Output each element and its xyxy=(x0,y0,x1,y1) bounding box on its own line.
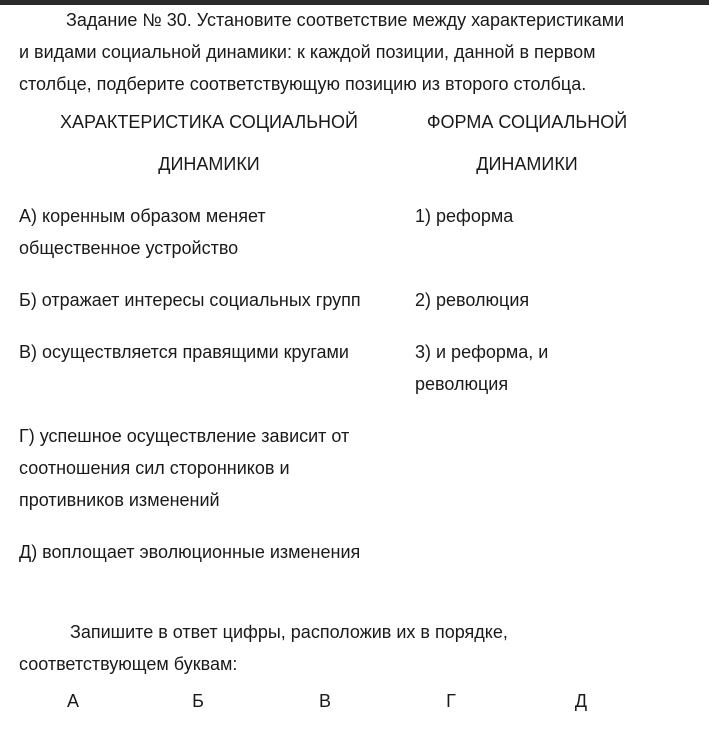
answer-letter-g: Г xyxy=(446,691,456,711)
form-3-line-1: 3) и реформа, и xyxy=(415,342,549,362)
characteristic-d: Д) воплощает эволюционные изменения xyxy=(19,542,361,562)
answer-letter-v: В xyxy=(318,691,331,711)
form-1: 1) реформа xyxy=(415,206,514,226)
characteristic-g-line-1: Г) успешное осуществление зависит от xyxy=(19,426,350,446)
left-column-header-line-2: ДИНАМИКИ xyxy=(158,154,260,174)
answer-letter-b: Б xyxy=(192,691,204,711)
right-column-header-line-2: ДИНАМИКИ xyxy=(476,154,578,174)
characteristic-v: В) осуществляется правящими кругами xyxy=(19,342,349,362)
task-line-2: и видами социальной динамики: к каждой позиции, данной в первом xyxy=(19,42,596,62)
characteristic-g-line-3: противников изменений xyxy=(19,490,220,510)
right-column-header-line-1: ФОРМА СОЦИАЛЬНОЙ xyxy=(426,112,628,132)
form-3-line-2: революция xyxy=(415,374,509,394)
task-line-3: столбце, подберите соответствующую позицию из второго столбца. xyxy=(19,74,587,94)
answer-letter-a: А xyxy=(66,691,79,711)
answer-letter-d: Д xyxy=(574,691,588,711)
characteristic-a-line-2: общественное устройство xyxy=(19,238,239,258)
characteristic-b: Б) отражает интересы социальных групп xyxy=(19,290,361,310)
answer-instruction-line-2: соответствующем буквам: xyxy=(19,654,238,674)
answer-instruction-line-1: Запишите в ответ цифры, расположив их в порядке, xyxy=(70,622,508,642)
form-2: 2) революция xyxy=(415,290,530,310)
characteristic-g-line-2: соотношения сил сторонников и xyxy=(19,458,290,478)
top-border xyxy=(0,0,709,5)
characteristic-a-line-1: А) коренным образом меняет xyxy=(19,206,266,226)
task-line-1: Задание № 30. Установите соответствие между характеристиками xyxy=(66,10,625,30)
left-column-header-line-1: ХАРАКТЕРИСТИКА СОЦИАЛЬНОЙ xyxy=(60,112,358,132)
